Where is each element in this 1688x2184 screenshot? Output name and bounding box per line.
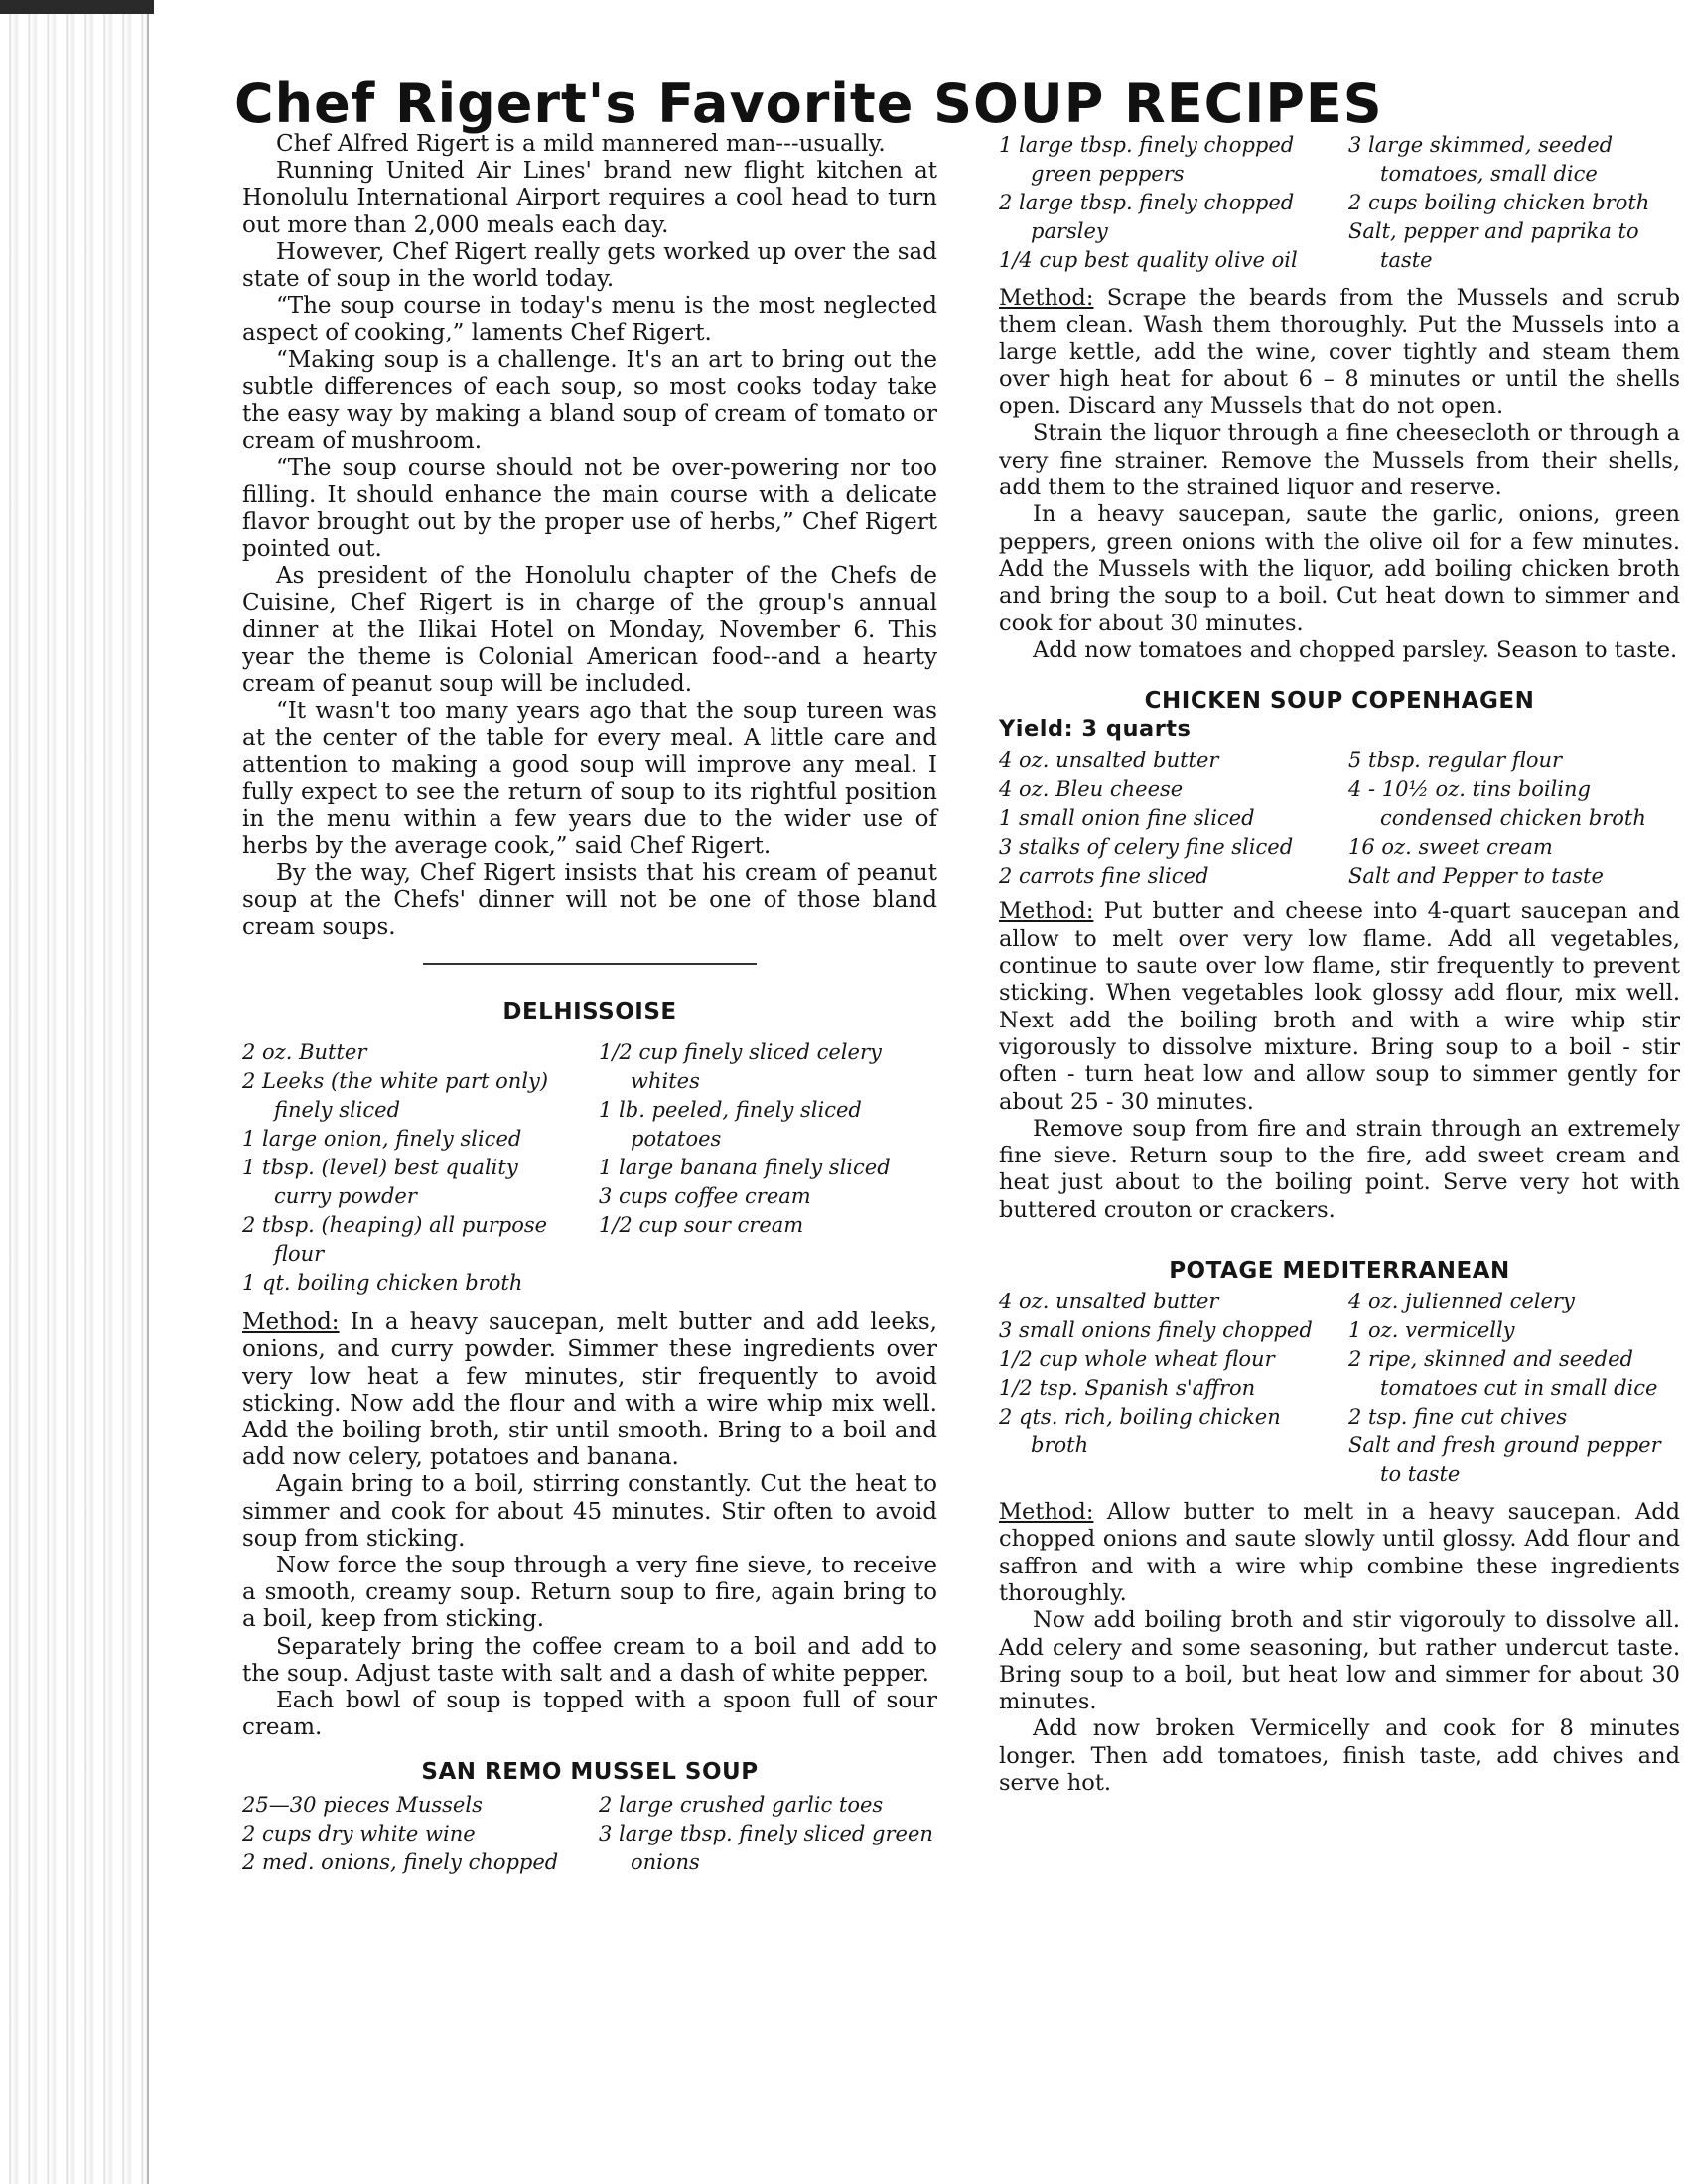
ingredient: 3 small onions finely chopped [999, 1318, 1313, 1343]
ingredients-left [242, 1791, 581, 1877]
ingredient: 1/4 cup best quality olive oil [999, 248, 1298, 272]
intro-paragraph: Running United Air Lines' brand new flight kitchen at Honolulu International Airport requires a cool head to turn out more than 2,000 meals each day. [242, 158, 937, 238]
method-step: Again bring to a boil, stirring constantly. Cut the heat to simmer and cook for about 45 minutes. Stir often to avoid soup from sticking. [242, 1471, 937, 1552]
ingredient: 2 large tbsp. finely chopped parsley [999, 191, 1295, 243]
method-label: Method: [999, 898, 1094, 925]
intro-paragraph: “The soup course in today's menu is the most neglected aspect of cooking,” laments Chef Rigert. [242, 293, 937, 346]
method-text: Allow butter to melt in a heavy saucepan. Add chopped onions and saute slowly until glossy. Add flour and saffron and with a wire whip combine these ingredients thoroughly. [999, 1499, 1680, 1606]
recipe-heading: SAN REMO MUSSEL SOUP [421, 1759, 759, 1786]
method-step: Separately bring the coffee cream to a boil and add to the soup. Adjust taste with salt and a dash of white pepper. [242, 1633, 937, 1687]
ingredients-right [599, 1038, 937, 1297]
ingredients-right [1348, 131, 1680, 275]
right-column [999, 131, 1680, 1797]
method-step: In a heavy saucepan, saute the garlic, onions, green peppers, green onions with the olive oil for a few minutes. Add the Mussels with the liquor, add boiling chicken broth and bring the soup to a boil. Cut heat down to simmer and cook for about 30 minutes. [999, 501, 1680, 636]
ingredient-list [999, 747, 1680, 890]
method-paragraph [242, 1309, 937, 1471]
binding-edge [147, 0, 149, 2184]
ingredient: 25—30 pieces Mussels [242, 1793, 483, 1818]
ingredient-list [242, 1791, 937, 1877]
intro-article [242, 131, 937, 941]
book-binding [0, 0, 149, 2184]
ingredients-left [999, 747, 1331, 890]
ingredient: 1 large banana finely sliced [599, 1156, 891, 1180]
ingredient: 5 tbsp. regular flour [1348, 749, 1563, 773]
ingredient: 4 oz. Bleu cheese [999, 777, 1184, 802]
ingredient: 2 cups dry white wine [242, 1822, 476, 1846]
recipe-heading: POTAGE MEDITERRANEAN [1169, 1258, 1510, 1285]
method-paragraph [999, 285, 1680, 420]
method-step: Add now broken Vermicelly and cook for 8 minutes longer. Then add tomatoes, finish taste, add chives and serve hot. [999, 1715, 1680, 1796]
intro-paragraph: By the way, Chef Rigert insists that his cream of peanut soup at the Chefs' dinner will not be one of those bland cream soups. [242, 860, 937, 940]
ingredients-left [242, 1038, 581, 1297]
ingredient: 2 tbsp. (heaping) all purpose flour [242, 1213, 548, 1267]
ingredients-right [599, 1791, 937, 1877]
ingredient-list [999, 1288, 1680, 1489]
ingredient: 3 stalks of celery fine sliced [999, 835, 1294, 860]
method-paragraph [999, 1499, 1680, 1607]
ingredient: 3 cups coffee cream [599, 1184, 811, 1209]
intro-paragraph: As president of the Honolulu chapter of the Chefs de Cuisine, Chef Rigert is in charge of the group's annual dinner at the Ilikai Hotel on Monday, November 6. This year the theme is Colonial American food--and a hearty cream of peanut soup will be included. [242, 563, 937, 698]
page-title: Chef Rigert's Favorite SOUP RECIPES [234, 72, 1383, 135]
ingredient: 1 oz. vermicelly [1348, 1318, 1515, 1343]
ingredient: 1/2 cup finely sliced celery whites [599, 1040, 882, 1094]
method-label: Method: [242, 1309, 340, 1336]
recipe-san-remo-ingredients [242, 1757, 937, 1877]
intro-paragraph: “The soup course should not be over-powering nor too filling. It should enhance the main course with a delicate flavor brought out by the proper use of herbs,” Chef Rigert pointed out. [242, 455, 937, 563]
recipe-potage-mediterranean [999, 1256, 1680, 1797]
method-step: Now force the soup through a very fine sieve, to receive a smooth, creamy soup. Return soup to fire, again bring to a boil, keep from sticking. [242, 1552, 937, 1633]
ingredient: 1/2 cup sour cream [599, 1213, 804, 1238]
method-text: Put butter and cheese into 4-quart saucepan and allow to melt over very low flame. Add all vegetables, continue to saute over low flame, stir frequently to prevent sticking. When vegetables look glossy add flour, mix well. Next add the boiling broth and with a wire whip stir vigorously to dissolve mixture. Bring soup to a boil - stir often - turn heat low and allow soup to simmer gently for about 25 - 30 minutes. [999, 898, 1680, 1115]
ingredients-right [1348, 1288, 1680, 1489]
ingredient: 3 large tbsp. finely sliced green onions [599, 1822, 933, 1875]
method-step: Now add boiling broth and stir vigorouly to dissolve all. Add celery and some seasoning, but rather undercut taste. Bring soup to a boil, but heat low and simmer for about 30 minutes. [999, 1607, 1680, 1715]
ingredient: Salt, pepper and paprika to taste [1348, 219, 1639, 272]
recipe-chicken-copenhagen [999, 686, 1680, 1224]
ingredient: 1 tbsp. (level) best quality curry powder [242, 1156, 518, 1209]
ingredient: 2 oz. Butter [242, 1040, 367, 1065]
ingredient: 2 qts. rich, boiling chicken broth [999, 1405, 1281, 1458]
section-divider [423, 963, 757, 965]
ingredient: 2 carrots fine sliced [999, 864, 1209, 888]
scan-corner-mark [0, 0, 154, 14]
method-step: Strain the liquor through a fine cheesecloth or through a very fine strainer. Remove the Mussels from their shells, add them to the strained liquor and reserve. [999, 420, 1680, 501]
intro-paragraph: However, Chef Rigert really gets worked up over the sad state of soup in the world today. [242, 238, 937, 293]
recipe-san-remo-continued [999, 131, 1680, 664]
ingredient: Salt and fresh ground pepper to taste [1348, 1433, 1661, 1487]
ingredients-right [1348, 747, 1680, 890]
intro-paragraph: Chef Alfred Rigert is a mild mannered man---usually. [276, 131, 886, 157]
recipe-yield: Yield: 3 quarts [999, 716, 1192, 743]
ingredient: 1 large onion, finely sliced [242, 1127, 522, 1152]
intro-paragraph: “Making soup is a challenge. It's an art to bring out the subtle differences of each soup, so most cooks today take the easy way by making a bland soup of cream of tomato or cream of mushroom. [242, 346, 937, 455]
ingredient-list [999, 131, 1680, 275]
ingredient: 3 large skimmed, seeded tomatoes, small dice [1348, 133, 1614, 186]
ingredient: 2 ripe, skinned and seeded tomatoes cut in small dice [1348, 1347, 1658, 1401]
method-step: Each bowl of soup is topped with a spoon full of sour cream. [242, 1687, 937, 1741]
ingredients-left [999, 1288, 1331, 1489]
ingredients-left [999, 131, 1331, 275]
recipe-heading: DELHISSOISE [502, 999, 677, 1025]
ingredient: 4 oz. unsalted butter [999, 1290, 1219, 1314]
ingredient: 2 tsp. fine cut chives [1348, 1405, 1568, 1430]
ingredient: 2 med. onions, finely chopped [242, 1850, 559, 1875]
ingredient: 2 large crushed garlic toes [599, 1793, 884, 1818]
recipe-heading: CHICKEN SOUP COPENHAGEN [1144, 688, 1535, 715]
method-paragraph [999, 898, 1680, 1115]
method-text: In a heavy saucepan, melt butter and add leeks, onions, and curry powder. Simmer these ingredients over very low heat a few minutes, stir frequently to avoid sticking. Now add the flour and with a wire whip mix well. Add the boiling broth, stir until smooth. Bring to a boil and add now celery, potatoes and banana. [242, 1309, 937, 1471]
ingredient: 1 lb. peeled, finely sliced potatoes [599, 1098, 862, 1152]
ingredient-list [242, 1038, 937, 1297]
ingredient: 4 oz. unsalted butter [999, 749, 1219, 773]
ingredient: 1 qt. boiling chicken broth [242, 1271, 523, 1296]
ingredient: Salt and Pepper to taste [1348, 864, 1604, 888]
ingredient: 16 oz. sweet cream [1348, 835, 1553, 860]
ingredient: 1 small onion fine sliced [999, 806, 1255, 831]
ingredient: 4 - 10½ oz. tins boiling condensed chicken broth [1348, 777, 1646, 831]
ingredient: 2 Leeks (the white part only) finely sliced [242, 1069, 549, 1123]
recipe-delhissoise [242, 997, 937, 1741]
method-label: Method: [999, 285, 1094, 311]
method-label: Method: [999, 1499, 1094, 1526]
ingredient: 2 cups boiling chicken broth [1348, 191, 1650, 214]
left-column [242, 131, 937, 1877]
method-step: Remove soup from fire and strain through an extremely fine sieve. Return soup to the fire, add sweet cream and heat just about to the boiling point. Serve very hot with buttered crouton or crackers. [999, 1115, 1680, 1223]
ingredient: 1/2 tsp. Spanish s'affron [999, 1376, 1256, 1401]
ingredient: 4 oz. julienned celery [1348, 1290, 1575, 1314]
method-text: Scrape the beards from the Mussels and scrub them clean. Wash them thoroughly. Put the Mussels into a large kettle, add the wine, cover tightly and steam them over high heat for about 6 – 8 minutes or until the shells open. Discard any Mussels that do not open. [999, 285, 1680, 420]
intro-paragraph: “It wasn't too many years ago that the soup tureen was at the center of the table for every meal. A little care and attention to making a good soup will improve any meal. I fully expect to see the return of soup to its rightful position in the menu within a few years due to the wider use of herbs by the average cook,” said Chef Rigert. [242, 698, 937, 860]
ingredient: 1/2 cup whole wheat flour [999, 1347, 1275, 1372]
ingredient: 1 large tbsp. finely chopped green peppers [999, 133, 1295, 186]
method-step: Add now tomatoes and chopped parsley. Season to taste. [1033, 636, 1678, 663]
